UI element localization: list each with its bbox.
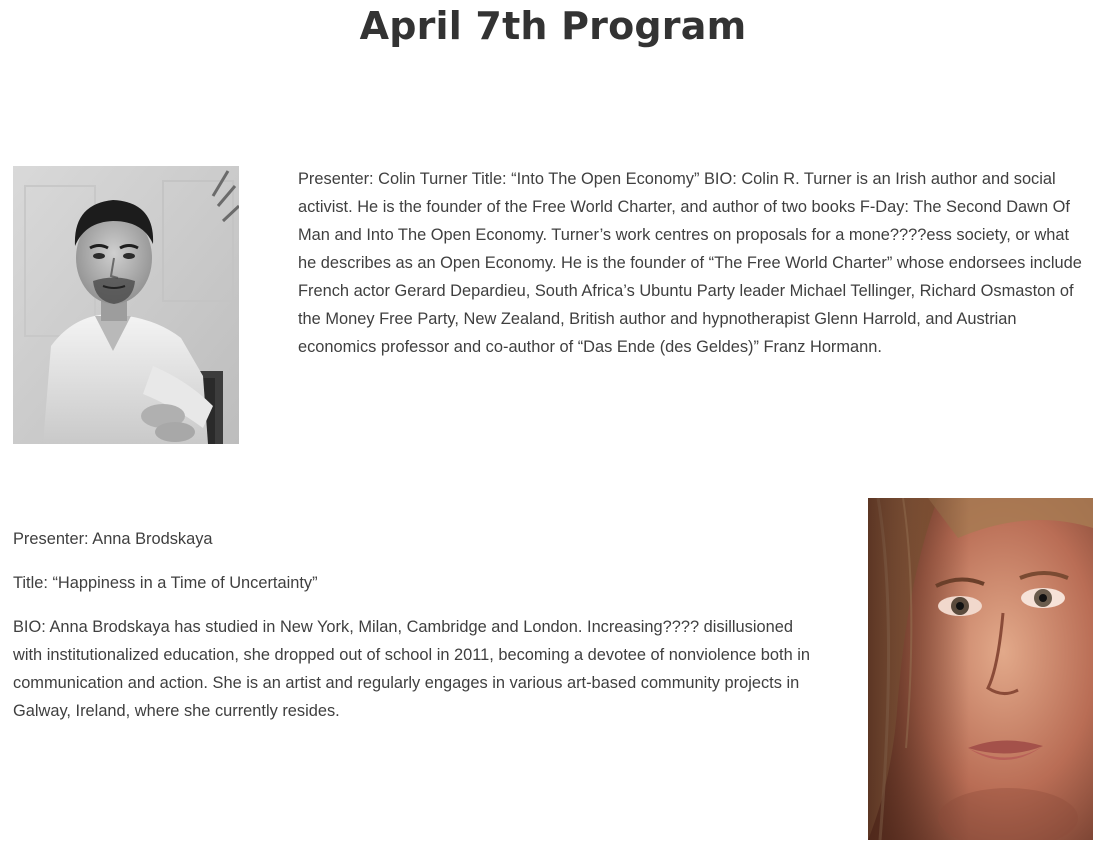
anna-title-line: Title: “Happiness in a Time of Uncertainty”	[13, 574, 318, 592]
page-title: April 7th Program	[359, 4, 747, 48]
anna-brodskaya-info	[13, 525, 813, 741]
anna-presenter-line: Presenter: Anna Brodskaya	[13, 530, 213, 548]
colin-turner-bio: Presenter: Colin Turner Title: “Into The Open Economy” BIO: Colin R. Turner is an Irish author and social activist. He is the founder of the Free World Charter, and author of two books F-Day: The Second Dawn Of Man and Into The Open Economy. Turner’s work centres on proposals for a mone????ess society, or what he describes as an Open Economy. He is the founder of “The Free World Charter” whose endorsees include French actor Gerard Depardieu, South Africa’s Ubuntu Party leader Michael Tellinger, Richard Osmaston of the Money Free Party, New Zealand, British author and hypnotherapist Glenn Harrold, and Austrian economics professor and co-author of “Das Ende (des Geldes)” Franz Hormann.	[298, 170, 1082, 356]
anna-brodskaya-photo	[868, 498, 1093, 840]
anna-bio: BIO: Anna Brodskaya has studied in New York, Milan, Cambridge and London. Increasing???? disillusioned with institutionalized education, she dropped out of school in 2011, becoming a devotee of nonviolence both in communication and action. She is an artist and regularly engages in various art-based community projects in Galway, Ireland, where she currently resides.	[13, 618, 811, 720]
colin-turner-photo	[13, 166, 239, 444]
